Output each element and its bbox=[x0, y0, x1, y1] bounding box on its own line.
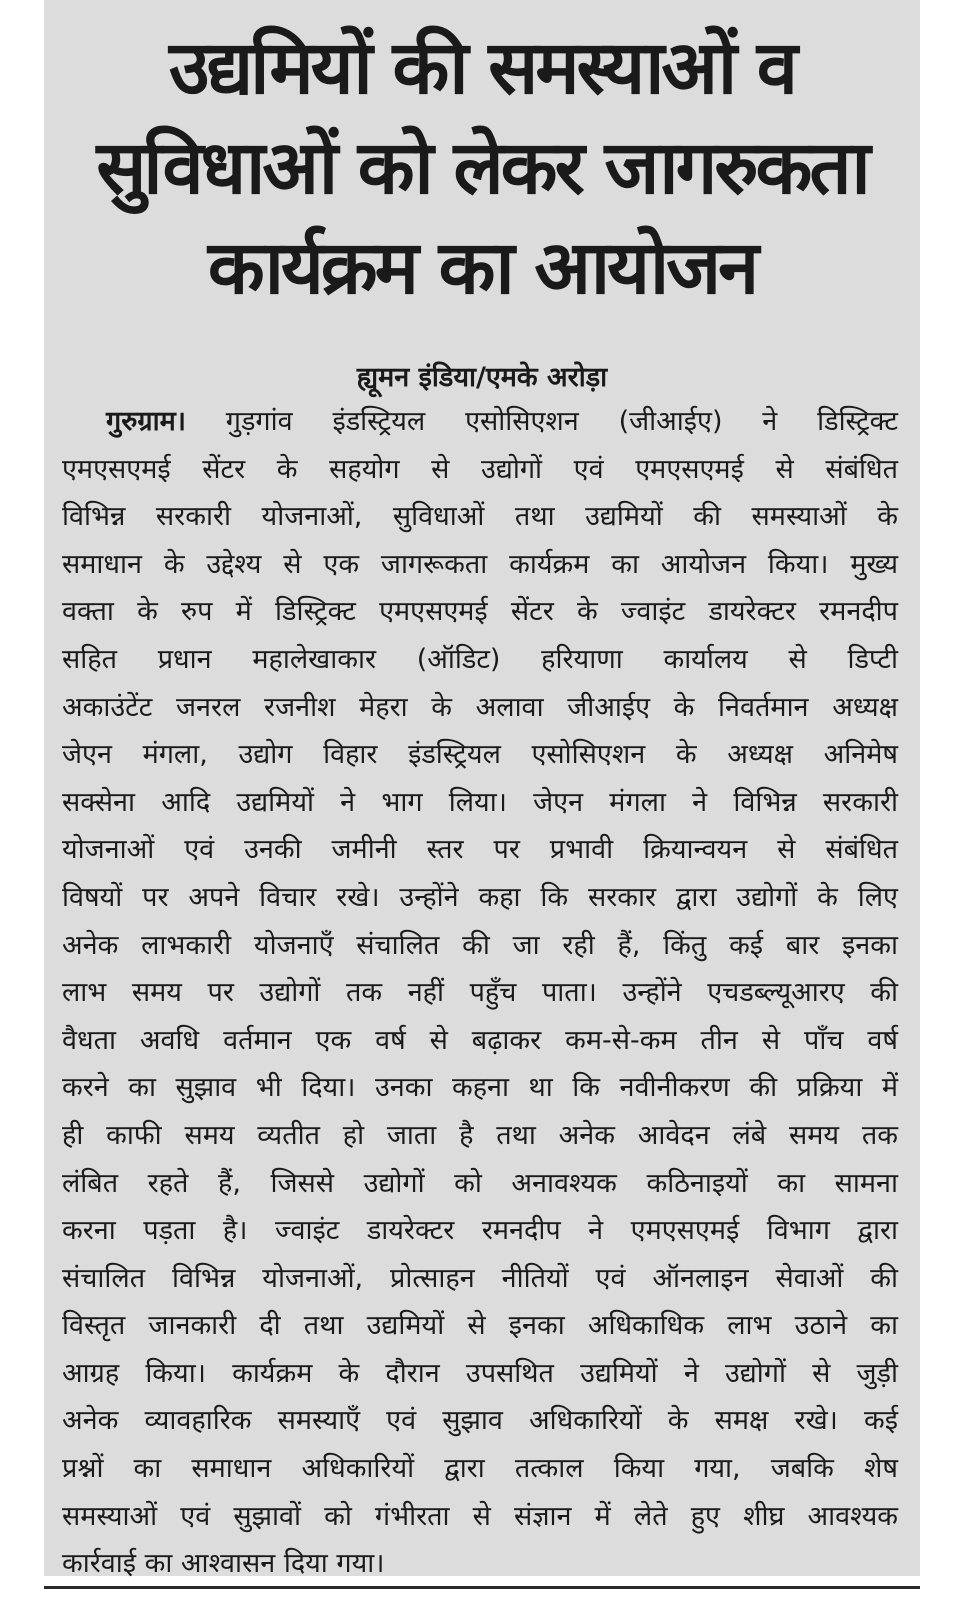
article-line: अनेक व्यावहारिक समस्याएँ एवं सुझाव अधिकारियों के समक्ष रखे। कई bbox=[62, 1405, 898, 1437]
article-line: एमएसएमई सेंटर के सहयोग से उद्योगों एवं एमएसएमई से संबंधित bbox=[62, 453, 898, 485]
article-line: करना पड़ता है। ज्वाइंट डायरेक्टर रमनदीप ने एमएसएमई विभाग द्वारा bbox=[62, 1215, 898, 1247]
headline-line: कार्यक्रम का आयोजन bbox=[207, 225, 757, 311]
article-line: लाभ समय पर उद्योगों तक नहीं पहुँच पाता। उन्होंने एचडब्ल्यूआरए की bbox=[62, 977, 898, 1009]
article-line: अकाउंटेंट जनरल रजनीश मेहरा के अलावा जीआईए के निवर्तमान अध्यक्ष bbox=[62, 691, 898, 723]
article-line: वक्ता के रुप में डिस्ट्रिक्ट एमएसएमई सेंटर के ज्वाइंट डायरेक्टर रमनदीप bbox=[62, 596, 898, 628]
article-line: संचालित विभिन्न योजनाओं, प्रोत्साहन नीतियों एवं ऑनलाइन सेवाओं की bbox=[62, 1262, 898, 1294]
article-line: योजनाओं एवं उनकी जमीनी स्तर पर प्रभावी क्रियान्वयन से संबंधित bbox=[62, 834, 898, 866]
article-line: करने का सुझाव भी दिया। उनका कहना था कि नवीनीकरण की प्रक्रिया में bbox=[62, 1072, 898, 1104]
article-line: समाधान के उद्देश्य से एक जागरूकता कार्यक्रम का आयोजन किया। मुख्य bbox=[62, 548, 898, 580]
article-line-text: गुड़गांव इंडस्ट्रियल एसोसिएशन (जीआईए) ने डिस्ट्रिक्ट bbox=[185, 406, 898, 437]
article-line: अनेक लाभकारी योजनाएँ संचालित की जा रही हैं, किंतु कई बार इनका bbox=[62, 929, 898, 961]
article-line: विभिन्न सरकारी योजनाओं, सुविधाओं तथा उद्यमियों की समस्याओं के bbox=[62, 501, 898, 533]
article-body bbox=[62, 398, 898, 1588]
article-line: ही काफी समय व्यतीत हो जाता है तथा अनेक आवेदन लंबे समय तक bbox=[62, 1119, 898, 1151]
article-line: समस्याओं एवं सुझावों को गंभीरता से संज्ञान में लेते हुए शीघ्र आवश्यक bbox=[62, 1500, 898, 1532]
article-line: वैधता अवधि वर्तमान एक वर्ष से बढ़ाकर कम-से-कम तीन से पाँच वर्ष bbox=[62, 1024, 898, 1056]
article-line: विस्तृत जानकारी दी तथा उद्यमियों से इनका अधिकाधिक लाभ उठाने का bbox=[62, 1310, 898, 1342]
headline-line: उद्यमियों की समस्याओं व bbox=[169, 25, 795, 111]
headline bbox=[44, 0, 920, 318]
newspaper-clipping bbox=[44, 0, 920, 1580]
article-line: प्रश्नों का समाधान अधिकारियों द्वारा तत्काल किया गया, जबकि शेष bbox=[62, 1453, 898, 1485]
article-line: विषयों पर अपने विचार रखे। उन्होंने कहा कि सरकार द्वारा उद्योगों के लिए bbox=[62, 881, 898, 913]
article-line: जेएन मंगला, उद्योग विहार इंडस्ट्रियल एसोसिएशन के अध्यक्ष अनिमेष bbox=[62, 739, 898, 771]
article-line bbox=[62, 398, 898, 446]
headline-line: सुविधाओं को लेकर जागरुकता bbox=[96, 125, 868, 211]
article-line: सक्सेना आदि उद्यमियों ने भाग लिया। जेएन मंगला ने विभिन्न सरकारी bbox=[62, 786, 898, 818]
article-line: लंबित रहते हैं, जिससे उद्योगों को अनावश्यक कठिनाइयों का सामना bbox=[62, 1167, 898, 1199]
byline: ह्यूमन इंडिया/एमके अरोड़ा bbox=[356, 362, 608, 393]
article-line: कार्रवाई का आश्वासन दिया गया। bbox=[62, 1548, 385, 1580]
bottom-rule bbox=[44, 1586, 920, 1589]
article-line: आग्रह किया। कार्यक्रम के दौरान उपसथित उद्यमियों ने उद्योगों से जुड़ी bbox=[62, 1357, 898, 1389]
article-line: सहित प्रधान महालेखाकार (ऑडिट) हरियाणा कार्यालय से डिप्टी bbox=[62, 643, 898, 675]
dateline: गुरुग्राम। bbox=[106, 406, 186, 437]
